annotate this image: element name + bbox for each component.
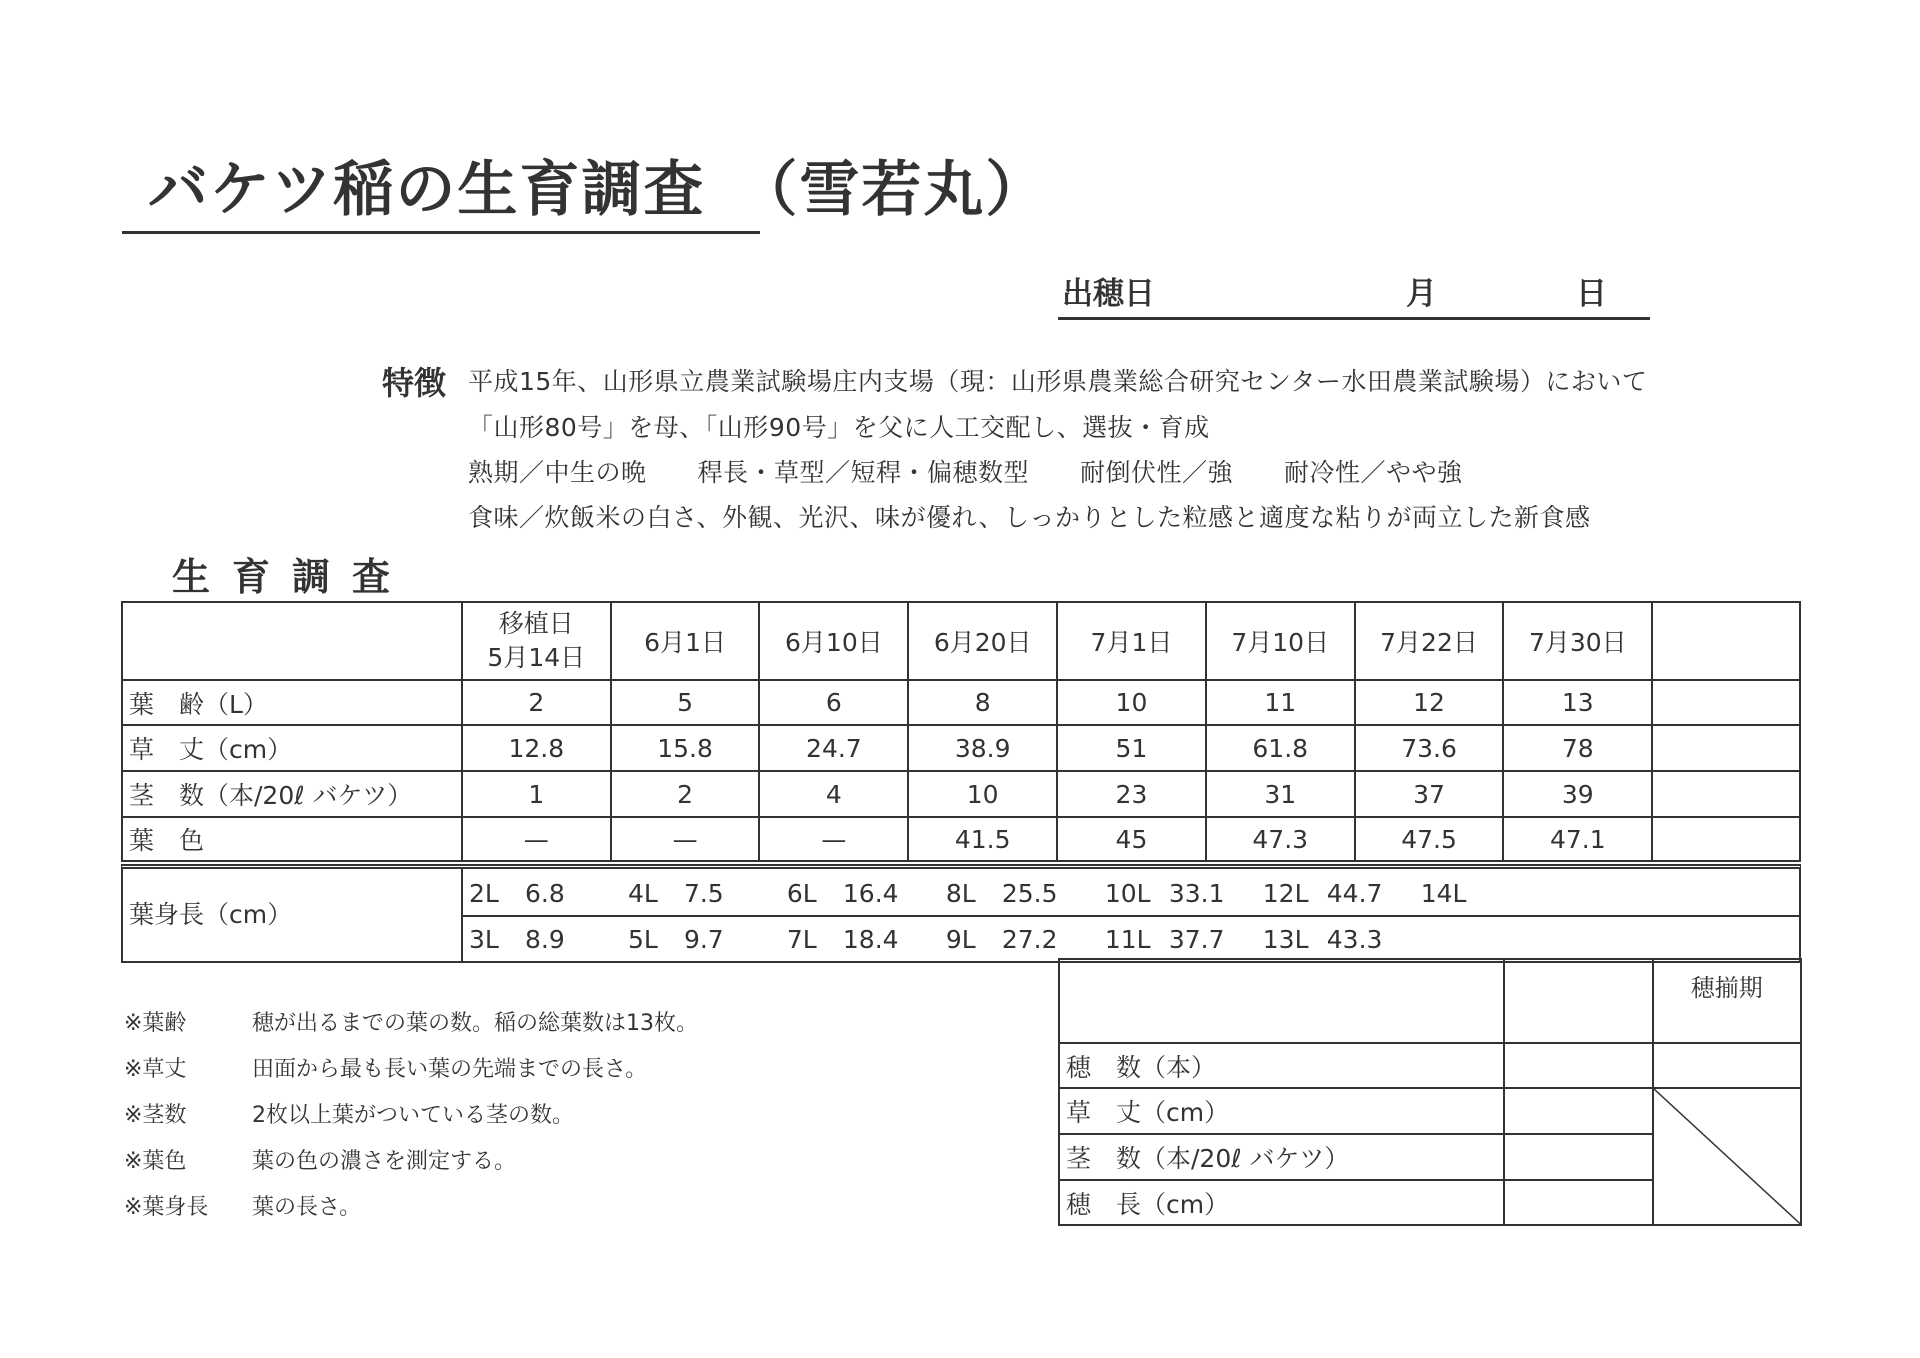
heading-period-header: 穂揃期 — [1653, 959, 1801, 1043]
leaf-stage: 13L — [1262, 925, 1309, 954]
data-cell: 8 — [908, 680, 1057, 725]
header-date-cell: 移植日 5月14日 — [462, 602, 611, 680]
header-date-cell — [1652, 602, 1800, 680]
data-cell: 61.8 — [1206, 725, 1355, 771]
heading-date-month: 月 — [1406, 276, 1437, 312]
leaf-value: 33.1 — [1168, 879, 1225, 908]
heading-date-day: 日 — [1576, 276, 1607, 312]
data-cell: 38.9 — [908, 725, 1057, 771]
data-cell: 12.8 — [462, 725, 611, 771]
leaf-length-row-divider — [463, 915, 1799, 917]
header-date-cell: 7月10日 — [1206, 602, 1355, 680]
row-label: 草 丈（cm） — [122, 725, 462, 771]
data-cell: 10 — [1057, 680, 1206, 725]
note-item: ※茎数 2枚以上葉がついている茎の数。 — [124, 1103, 574, 1128]
row-label: 穂 長（cm） — [1059, 1180, 1504, 1225]
note-item: ※葉色 葉の色の濃さを測定する。 — [124, 1149, 517, 1174]
data-cell — [1504, 1180, 1652, 1225]
note-item: ※葉齢 穂が出るまでの葉の数。稲の総葉数は13枚。 — [124, 1011, 698, 1036]
table-header-row — [1059, 959, 1801, 1043]
header-date-cell: 7月1日 — [1057, 602, 1206, 680]
leaf-value: 18.4 — [842, 925, 899, 954]
table-row — [122, 680, 1800, 725]
feature-line: 平成15年、山形県立農業試験場庄内支場（現：山形県農業総合研究センター水田農業試験場）において — [468, 367, 1648, 396]
data-cell: — — [611, 817, 760, 861]
title-underline — [122, 231, 760, 234]
heading-date-label: 出穂日 — [1062, 276, 1155, 312]
data-cell: 15.8 — [611, 725, 760, 771]
data-cell: 1 — [462, 771, 611, 817]
heading-table — [1058, 958, 1802, 1226]
heading-date-underline — [1058, 317, 1650, 320]
leaf-value: 16.4 — [842, 879, 899, 908]
data-cell: — — [759, 817, 908, 861]
leaf-value: 25.5 — [1001, 879, 1058, 908]
leaf-value: 27.2 — [1001, 925, 1058, 954]
data-cell: — — [462, 817, 611, 861]
leaf-stage: 5L — [627, 925, 658, 954]
leaf-length-box — [121, 864, 1801, 963]
leaf-value: 7.5 — [683, 879, 724, 908]
table-row — [122, 725, 1800, 771]
growth-table — [121, 601, 1801, 862]
table-row — [122, 817, 1800, 861]
leaf-stage: 7L — [786, 925, 817, 954]
data-cell — [1504, 1088, 1652, 1134]
leaf-stage: 8L — [945, 879, 976, 908]
diagonal-cell — [1653, 1088, 1801, 1225]
leaf-stage: 9L — [945, 925, 976, 954]
feature-line: 「山形80号」を母、「山形90号」を父に人工交配し、選抜・育成 — [468, 413, 1210, 442]
data-cell: 24.7 — [759, 725, 908, 771]
leaf-stage: 6L — [786, 879, 817, 908]
leaf-stage: 12L — [1262, 879, 1309, 908]
data-cell: 51 — [1057, 725, 1206, 771]
page-title: バケツ稲の生育調査 （雪若丸） — [148, 155, 1048, 225]
data-cell: 73.6 — [1355, 725, 1504, 771]
data-cell: 11 — [1206, 680, 1355, 725]
data-cell: 37 — [1355, 771, 1504, 817]
header-date-cell: 7月22日 — [1355, 602, 1504, 680]
leaf-value: 37.7 — [1168, 925, 1225, 954]
data-cell: 47.5 — [1355, 817, 1504, 861]
table-header-row — [122, 602, 1800, 680]
row-label: 草 丈（cm） — [1059, 1088, 1504, 1134]
leaf-stage: 10L — [1104, 879, 1151, 908]
leaf-value: 43.3 — [1326, 925, 1383, 954]
header-date-cell: 6月10日 — [759, 602, 908, 680]
data-cell — [1652, 680, 1800, 725]
heading-blank-cell — [1504, 959, 1652, 1043]
data-cell: 45 — [1057, 817, 1206, 861]
data-cell — [1652, 771, 1800, 817]
table-corner-cell — [122, 602, 462, 680]
note-item: ※葉身長 葉の長さ。 — [124, 1195, 362, 1220]
row-label: 茎 数（本/20ℓ バケツ） — [122, 771, 462, 817]
leaf-stage: 14L — [1420, 879, 1467, 908]
row-label: 葉 齢（L） — [122, 680, 462, 725]
row-label: 茎 数（本/20ℓ バケツ） — [1059, 1134, 1504, 1180]
data-cell: 6 — [759, 680, 908, 725]
row-label: 葉 色 — [122, 817, 462, 861]
leaf-stage: 11L — [1104, 925, 1151, 954]
table-row — [122, 771, 1800, 817]
data-cell: 23 — [1057, 771, 1206, 817]
leaf-stage: 2L — [469, 879, 499, 908]
leaf-stage: 3L — [469, 925, 499, 954]
data-cell — [1652, 725, 1800, 771]
data-cell: 5 — [611, 680, 760, 725]
section-title: 生育調査 — [172, 555, 413, 599]
data-cell: 78 — [1503, 725, 1652, 771]
feature-line: 熟期／中生の晩 稈長・草型／短稈・偏穂数型 耐倒伏性／強 耐冷性／やや強 — [468, 458, 1463, 487]
leaf-value: 8.9 — [525, 925, 565, 954]
header-date-cell: 7月30日 — [1503, 602, 1652, 680]
data-cell: 39 — [1503, 771, 1652, 817]
note-item: ※草丈 田面から最も長い葉の先端までの長さ。 — [124, 1057, 648, 1082]
features-label: 特徴 — [382, 364, 447, 402]
data-cell: 41.5 — [908, 817, 1057, 861]
leaf-length-row — [469, 879, 1485, 908]
data-cell: 12 — [1355, 680, 1504, 725]
data-cell: 4 — [759, 771, 908, 817]
leaf-length-label: 葉身長（cm） — [129, 900, 293, 929]
diagonal-slash — [1654, 1089, 1800, 1224]
data-cell — [1653, 1043, 1801, 1088]
header-date-cell: 6月20日 — [908, 602, 1057, 680]
table-row — [1059, 1043, 1801, 1088]
data-cell — [1504, 1134, 1652, 1180]
data-cell: 10 — [908, 771, 1057, 817]
header-date-cell: 6月1日 — [611, 602, 760, 680]
data-cell — [1504, 1043, 1652, 1088]
leaf-stage: 4L — [627, 879, 658, 908]
data-cell: 31 — [1206, 771, 1355, 817]
table-row — [1059, 1088, 1801, 1134]
data-cell: 2 — [611, 771, 760, 817]
leaf-value: 6.8 — [525, 879, 565, 908]
feature-line: 食味／炊飯米の白さ、外観、光沢、味が優れ、しっかりとした粒感と適度な粘りが両立した新食感 — [468, 503, 1591, 532]
row-label: 穂 数（本） — [1059, 1043, 1504, 1088]
data-cell: 13 — [1503, 680, 1652, 725]
leaf-value: 44.7 — [1326, 879, 1383, 908]
data-cell: 47.3 — [1206, 817, 1355, 861]
leaf-value: 9.7 — [683, 925, 724, 954]
data-cell — [1652, 817, 1800, 861]
leaf-length-row — [469, 925, 1382, 954]
data-cell: 2 — [462, 680, 611, 725]
data-cell: 47.1 — [1503, 817, 1652, 861]
heading-corner-cell — [1059, 959, 1504, 1043]
